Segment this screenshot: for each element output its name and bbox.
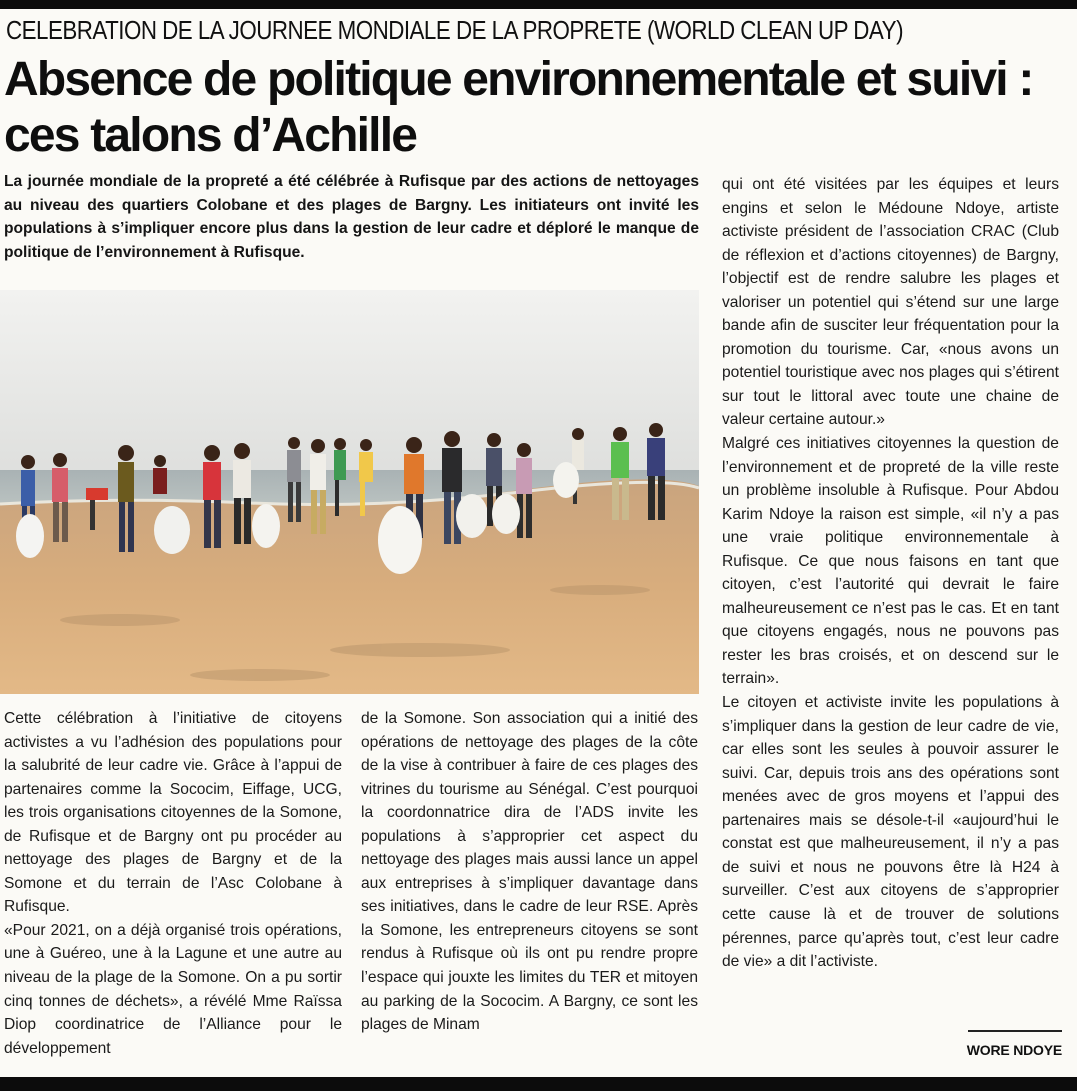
beach-cleanup-photo xyxy=(0,290,699,694)
paragraph: qui ont été visitées par les équipes et leurs engins et selon le Médoune Ndoye, artiste activiste président de l’association CRAC (Club de réflexion et d’actions citoyennes) de Bargny, l’objectif est de rendre salubre les plages et valoriser un potentiel qui s’étend sur une large bande afin de susciter leur fréquentation pour la promotion du tourisme. Car, «nous avons un potentiel touristique avec nos plages qui s’étirent sur tout le littoral avec toute une chaine de valeur certaine autour.» xyxy=(722,176,1059,429)
top-rule xyxy=(0,0,1077,9)
paragraph: Cette célébration à l’initiative de citoyens activistes a vu l’adhésion des populations pour la salubrité de leur cadre vie. Grâce à l’appui de partenaires comme la Sococim, Eiffage, UCG, les trois organisations citoyennes de la Somone, de Rufisque et de Bargny ont pu procéder au nettoyage des plages de Bargny et de la Somone et du terrain de l’Asc Colobane à Rufisque. xyxy=(4,710,342,916)
paragraph: de la Somone. Son association qui a initié des opérations de nettoyage des plages de la côte de la vise à contribuer à faire de ces plages des vitrines du tourisme au Sénégal. C’est pourquoi la coordonnatrice dira de l’ADS invite les populations à s’approprier cet aspect du nettoyage des plages mais aussi lance un appel aux entreprises à s’impliquer davantage dans ses initiatives, dans le cadre de leur RSE. Après la Somone, les entrepreneurs citoyens se sont rendus à Rufisque où ils ont pu rendre propre l’espace qui jouxte les limites du TER et mitoyen au parking de la Sococim. A Bargny, ce sont les plages de Minam xyxy=(361,710,698,1034)
article-photo xyxy=(0,290,699,694)
paragraph: Le citoyen et activiste invite les populations à s’impliquer dans la gestion de leur cadre de vie, car elles sont les seules à pouvoir assurer le suivi. Car, depuis trois ans des opérations sont menées avec de gros moyens et l’appui des partenaires mais se désole-t-il «aujourd’hui le constat est que malheureusement, il n’y a pas de suivi et nous ne pouvons être là H24 à surveiller. C’est aux citoyens de s’approprier cette cause là et de trouver de solutions pérennes, parce qu’après tout, c’est leur cadre de vie» a dit l’activiste. xyxy=(722,694,1059,971)
article-column-1 xyxy=(4,707,342,1060)
article-column-2 xyxy=(361,707,698,1037)
paragraph: Malgré ces initiatives citoyennes la question de l’environnement et de propreté de la ville reste un problème insoluble à Rufisque. Pour Abdou Karim Ndoye la raison est simple, «il n’y a pas une vraie politique environnementale à Rufisque. Ce que nous faisons en tant que citoyen, c’est l’autorité qui devrait le faire malheureusement ce n’est pas le cas. Et en tant que citoyens engagés, nous ne pouvons pas rester les bras croisés, et on descend sur le terrain». xyxy=(722,435,1059,688)
article-kicker: CELEBRATION DE LA JOURNEE MONDIALE DE LA PROPRETE (WORLD CLEAN UP DAY) xyxy=(6,15,904,45)
bottom-rule xyxy=(0,1077,1077,1091)
article-headline: Absence de politique environnementale et suivi : ces talons d’Achille xyxy=(4,53,1033,162)
article-lead: La journée mondiale de la propreté a été célébrée à Rufisque par des actions de nettoyages au niveau des quartiers Colobane et des plages de Bargny. Les initiateurs ont invité les populations à s’impliquer encore plus dans la gestion de leur cadre et déploré le manque de politique de l’environnement à Rufisque. xyxy=(4,173,699,261)
byline-divider xyxy=(968,1030,1062,1032)
author-byline: WORE NDOYE xyxy=(966,1042,1062,1058)
article-column-3 xyxy=(722,173,1059,974)
paragraph: «Pour 2021, on a déjà organisé trois opérations, une à Guéreo, une à la Lagune et une autre au niveau de la plage de la Somone. On a pu sortir cinq tonnes de déchets», a révélé Mme Raïssa Diop coordinatrice de l’Alliance pour le développement xyxy=(4,921,342,1057)
